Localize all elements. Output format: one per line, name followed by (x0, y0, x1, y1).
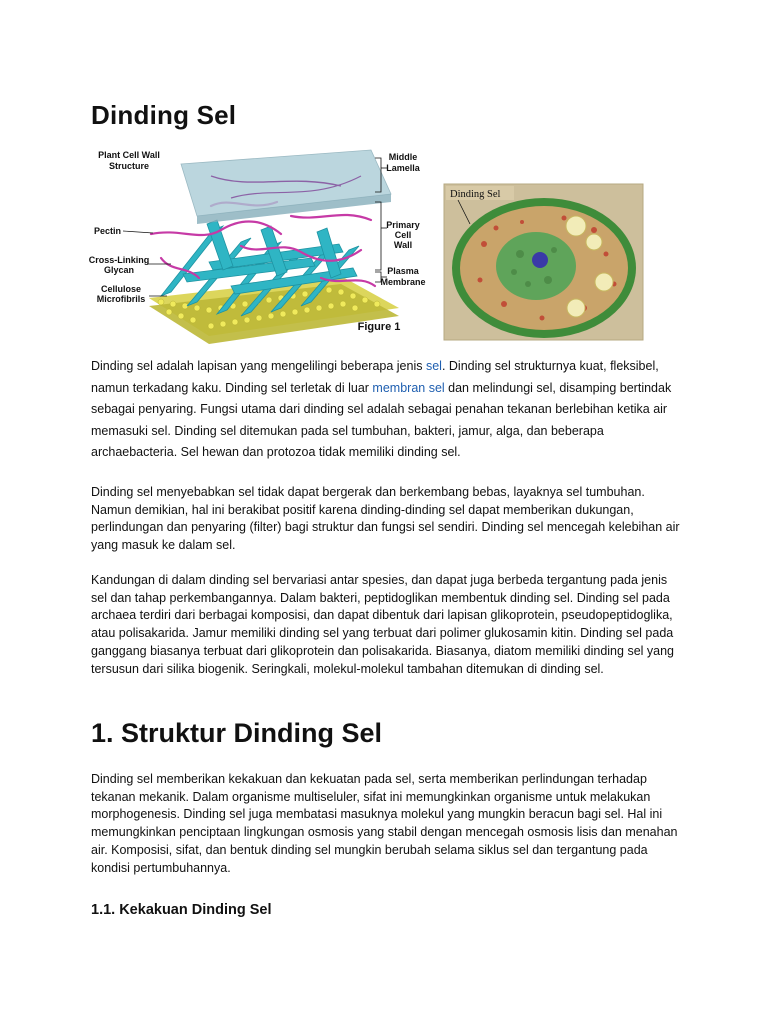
paragraph-intro: Dinding sel adalah lapisan yang mengelilingi beberapa jenis sel. Dinding sel strukturnya kuat, fleksibel, namun terkadang kaku. Dinding sel terletak di luar membran sel dan melindungi sel, disamping bertindak sebagai penyaring. Fungsi utama dari dinding sel adalah sebagai penahan tekanan berlebihan ketika air memasuki sel. Dinding sel ditemukan pada sel tumbuhan, bakteri, jamur, alga, dan beberapa archaebacteria. Sel hewan dan protozoa tidak memiliki dinding sel. (91, 359, 672, 459)
middle-lamella-label-line2: Lamella (386, 163, 420, 173)
crosslinking-label-line2: Glycan (103, 265, 135, 275)
primary-wall-label-line1: Primary (386, 220, 420, 230)
nucleolus (532, 252, 548, 268)
section-heading-struktur: 1. Struktur Dinding Sel (91, 718, 383, 748)
figure1-heading-line2: Structure (108, 161, 150, 171)
dinding-sel-label: Dinding Sel (450, 189, 501, 200)
paragraph-2: Dinding sel menyebabkan sel tidak dapat bergerak dan berkembang bebas, layaknya sel tumbuhan. Namun demikian, hal ini berakibat positif karena dinding-dinding sel dapat memberikan dukungan, perlindungan dan penyaring (filter) bagi struktur dan fungsi sel sendiri. Dinding sel mencegah kelebihan air yang masuk ke dalam sel. (91, 485, 680, 553)
plasma-membrane-label-line1: Plasma (387, 266, 419, 276)
figure1-caption: Figure 1 (357, 321, 401, 333)
middle-lamella-sheet (181, 150, 391, 224)
link-sel[interactable]: sel (425, 359, 442, 373)
primary-wall-label-line3: Wall (393, 240, 413, 250)
paragraph-3: Kandungan di dalam dinding sel bervariasi antar spesies, dan dapat juga berbeda tergantung pada jenis sel dan tahap perkembangannya. Dalam bakteri, peptidoglikan membentuk dinding sel. Dinding sel pada archaea terdiri dari berbagai komposisi, dan dapat dibentuk dari lapisan glikoprotein, pseudopeptidoglika, atau polisakarida. Jamur memiliki dinding sel yang terbuat dari polimer glukosamin kitin. Dinding sel pada ganggang biasanya terbuat dari glikoprotein dan polisakarida. Biasanya, diatom memiliki dinding sel yang tersusun dari silika biogenik. Seringkali, molekul-molekul tambahan ditemukan di dinding sel. (91, 573, 674, 676)
cellulose-label-line2: Microfibrils (96, 294, 146, 304)
middle-lamella-label-line1: Middle (388, 152, 418, 162)
crosslinking-label-line1: Cross-Linking (88, 255, 150, 265)
page-title: Dinding Sel (91, 100, 237, 130)
plasma-membrane-label-line2: Membrane (380, 277, 426, 287)
subsection-heading-kekakuan: 1.1. Kekakuan Dinding Sel (91, 902, 272, 918)
link-membran-sel[interactable]: membran sel (372, 380, 445, 395)
cell-micrograph (444, 184, 643, 340)
plant-cell-wall-diagram (88, 146, 426, 344)
paragraph-4: Dinding sel memberikan kekakuan dan kekuatan pada sel, serta memberikan perlindungan terhadap tekanan mekanik. Dalam organisme multiseluler, sifat ini memungkinkan organisme untuk melakukan morphogenesis. Dinding sel juga membatasi masuknya molekul yang mungkin beracun bagi sel. Hal ini memungkinkan penciptaan lingkungan osmosis yang stabil dengan mencegah osmosis lisis dan menahan air. Komposisi, sifat, dan bentuk dinding sel mungkin berubah selama siklus sel dan tergantung pada kondisi pertumbuhannya. (91, 772, 678, 875)
figure1-heading-line1: Plant Cell Wall (98, 150, 160, 160)
primary-wall-label-line2: Cell (394, 230, 412, 240)
figure-row (88, 146, 651, 346)
pectin-label: Pectin (93, 226, 121, 236)
cellulose-label-line1: Cellulose (100, 284, 142, 294)
